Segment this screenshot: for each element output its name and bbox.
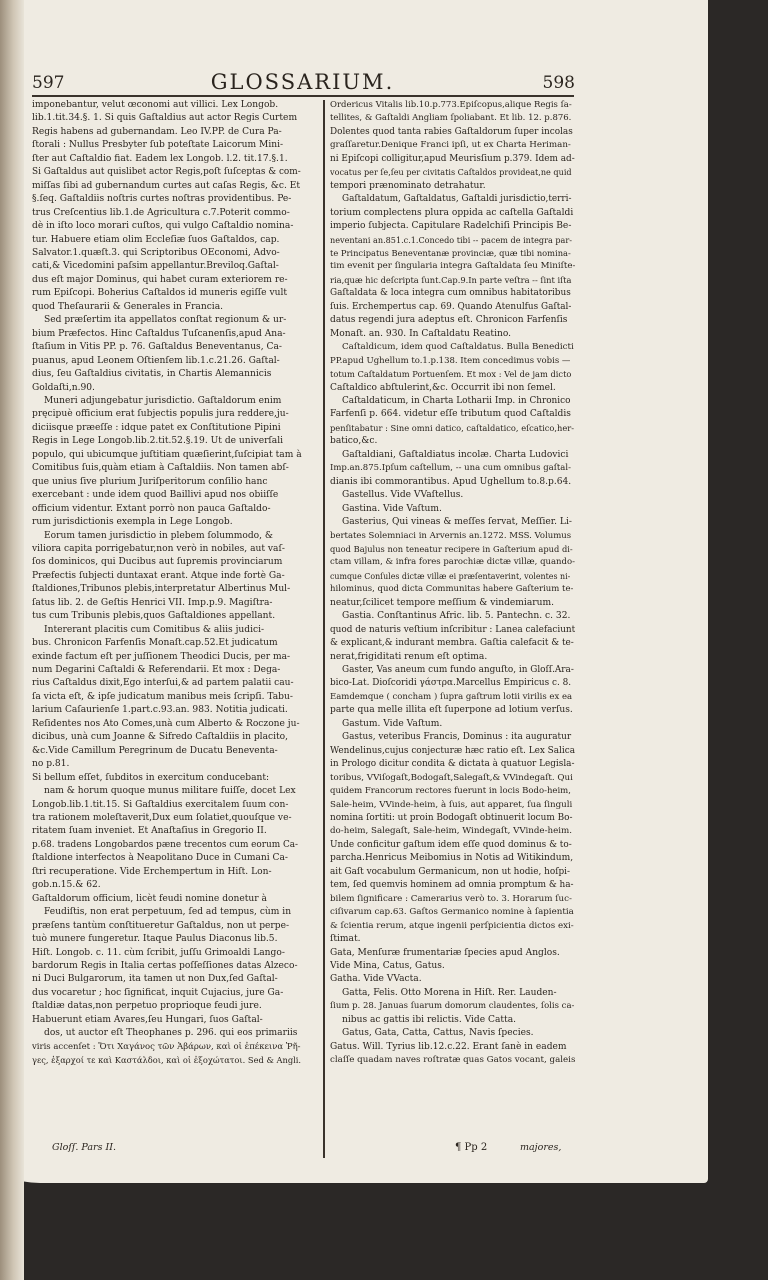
text-line: penſitabatur : Sine omni datico, caſtaldatico, eſcatico,her- [330,422,575,433]
text-line: Gatus. Will. Tyrius lib.12.c.22. Erant ſanè in eadem [330,1041,567,1052]
text-line: ſtorali : Nullus Presbyter ſub poteſtate Laicorum Mini- [32,140,284,151]
text-line: lib.1.tit.34.§. 1. Si quis Gaſtaldius aut actor Regis Curtem [32,113,298,124]
text-line: te Principatus Beneventanæ provinciæ, quæ tibi nomina- [330,247,571,258]
text-line: Gasterius, Qui vineas & meſſes ſervat, Meſſier. Li- [342,517,572,528]
book-spine-shadow [0,0,24,1280]
text-line: quod Theſaurarii & Generales in Francia. [32,301,224,312]
text-line: tra rationem moleſtaverit,Dux eum ſolatiet,quouſque ve- [32,813,292,824]
text-line: torium complectens plura oppida ac caſtella Gaſtaldi [330,207,574,218]
text-line: PP.apud Ughellum to.1.p.138. Item concedimus vobis — [330,355,571,366]
text-line: Sale-heim, VVinde-heim, à ſuis, aut apparet, ſua ſinguli [330,799,573,810]
text-line: Eorum tamen jurisdictio in plebem ſolummodo, & [44,530,273,541]
footer-catchword: majores, [520,1142,562,1153]
text-line: neatur,ſcilicet tempore meſſium & vindemiarum. [330,597,554,608]
text-line: Gaſtaldorum officium, licèt feudi nomine donetur à [32,893,267,904]
text-line: ſtaſium in Vitis PP. p. 76. Gaſtaldus Beneventanus, Ca- [32,342,282,353]
text-line: Caſtaldico abſtulerint,&c. Occurrit ibi non ſemel. [330,382,556,393]
text-line: dè in iſto loco morari cuſtos, qui vulgo Caſtaldio nomina- [32,221,294,232]
text-line: populo, qui ubicumque juſtitiam quæſierint,ſuſcipiat tam à [32,449,302,460]
text-line: nerat,frigiditati renum eſt optima. [330,651,488,662]
text-line: Eamdemque ( concham ) ſupra gaſtrum lotii virilis ex ea [330,691,573,702]
text-line: Muneri adjungebatur jurisdictio. Gaſtaldorum enim [44,395,282,406]
footer-signature-mark: ¶ Pp 2 [455,1142,488,1153]
text-line: dos, ut auctor eſt Theophanes p. 296. qui eos primariis [44,1028,298,1039]
text-line: neventani an.851.c.1.Concedo tibi -- pacem de integra par- [330,234,572,245]
text-line: ni Epiſcopi colligitur,apud Meurisſium p.379. Idem ad- [330,153,575,164]
text-line: dus eſt major Dominus, qui habet curam exteriorem re- [32,274,288,285]
text-line: dicibus, unà cum Joanne & Sifredo Caſtaldiis in placito, [32,732,289,743]
text-line: Gastellus. Vide VVaſtellus. [342,490,464,501]
text-line: rum Epiſcopi. Boherius Caſtaldos id muneris egiſſe vult [32,288,288,299]
text-line: nam & horum quoque munus militare fuiſſe, docet Lex [44,786,296,797]
text-line: nibus ac gattis ibi relictis. Vide Catta. [342,1014,517,1025]
text-line: γες, ἐξαρχοί τε καὶ Καστάλδοι, καὶ οἱ ἐξοχώτατοι. Sed & Angli. [32,1055,302,1066]
text-line: ait Gaſt vocabulum Germanicum, non ut hodie, hoſpi- [330,866,571,877]
text-line: ſtaldiones,Tribunos plebis,interpretatur Albertinus Mul- [32,584,291,595]
text-line: Gastum. Vide Vaſtum. [342,718,443,729]
text-line: Dolentes quod tanta rabies Gaſtaldorum ſuper incolas [330,126,573,137]
text-line: tus cum Tribunis plebis,quos Gaſtaldiones appellant. [32,611,276,622]
text-line: bico-Lat. Dioſcoridi γάστρα.Marcellus Empiricus c. 8. [330,678,572,689]
text-line: pręcipuè officium erat ſubjectis populis jura reddere,ju- [32,409,289,420]
text-line: dius, ſeu Gaſtaldius civitatis, in Chartis Alemannicis [32,369,272,380]
text-line: Monaſt. an. 930. In Caſtaldatu Reatino. [330,328,512,339]
text-line: num Degarini Caſtaldi & Referendarii. Et mox : Dega- [32,665,281,676]
text-line: quod de naturis veſtium inſcribitur : Lanea calefaciunt [330,624,575,635]
text-line: toribus, VViſogaſt,Bodogaſt,Salegaſt,& VVindegaſt. Qui [330,772,573,783]
text-line: Gaſtaldiani, Gaſtaldiatus incolæ. Charta Ludovici [342,449,569,460]
text-line: præſens tantùm conſtitueretur Gaſtaldus, non ut perpe- [32,920,290,931]
text-line: Gastus, veteribus Francis, Dominus : ita auguratur [342,732,572,743]
text-line: parcha.Henricus Meibomius in Notis ad Witikindum, [330,853,574,864]
text-line: Sed præſertim ita appellatos conſtat regionum & ur- [44,315,287,326]
text-line: datus regendi jura adeptus eſt. Chronicon Farfenſis [330,315,568,326]
text-line: exercebant : unde idem quod Baillivi apud nos obiiſſe [32,490,279,501]
text-line: Habuerunt etiam Avares,ſeu Hungari, ſuos Gaſtal- [32,1014,263,1025]
text-line: nomina ſortiti: ut proin Bodogaſt obtinuerit locum Bo- [330,813,573,824]
text-line: Gaster, Vas aneum cum fundo anguſto, in Gloſſ.Ara- [342,665,574,676]
text-line: Præfectis ſubjecti duntaxat erant. Atque inde fortè Ga- [32,570,285,581]
text-line: puanus, apud Leonem Oſtienſem lib.1.c.21.26. Gaſtal- [32,355,280,366]
text-line: ſtaldione interfectos à Neapolitano Duce in Cumani Ca- [32,853,288,864]
text-line: Si bellum eſſet, ſubditos in exercitum conducebant: [32,772,270,783]
left-column [32,99,302,1068]
text-line: gob.n.15.& 62. [32,880,101,891]
text-line: & explicant,& indurant membra. Gaſtia calefacit & te- [330,638,574,649]
text-line: Comitibus ſuis,quàm etiam à Caſtaldiis. Non tamen abſ- [32,463,289,474]
text-line: dianis ibi commorantibus. Apud Ughellum to.8.p.64. [330,476,572,487]
text-line: bus. Chronicon Farfenſis Monaſt.cap.52.Et judicatum [32,638,278,649]
text-line: ſa victa eſt, & ipſe judicatum manibus meis ſcripſi. Tabu- [32,691,293,702]
text-line: ſtaldiæ datas,non perpetuo proprioque feudi jure. [32,1001,262,1012]
text-line: officium videntur. Extant porrò non pauca Gaſtaldo- [32,503,271,514]
text-line: do-heim, Salegaſt, Sale-heim, Windegaſt, VVinde-heim. [330,826,573,837]
text-line: rius Caſtaldus dixit,Ego interſui,& ad partem palatii cau- [32,678,294,689]
text-line: in Prologo dicitur condita & dictata à quatuor Legisla- [330,759,575,770]
text-line: Regis in Lege Longob.lib.2.tit.52.§.19. Ut de univerſali [32,436,284,447]
header-rule [32,95,574,97]
text-line: Gaſtaldatum, Gaſtaldatus, Gaſtaldi jurisdictio,terri- [342,194,572,205]
text-line: no p.81. [32,759,70,770]
text-line: tim evenit per ſingularia integra Gaſtaldata ſeu Miniſte- [330,261,575,272]
text-line: Imp.an.875.Ipſum caſtellum, -- una cum omnibus gaſtal- [330,463,571,474]
text-line: tur. Habuere etiam olim Eccleſiæ ſuos Gaſtaldos, cap. [32,234,280,245]
text-line: Vide Mina, Catus, Gatus. [330,961,445,971]
text-line: Intererant placitis cum Comitibus & aliis judici- [44,624,265,635]
page-number-right: 598 [542,73,575,93]
text-line: larium Caſaurienſe 1.part.c.93.an. 983. Notitia judicati. [32,705,288,716]
text-line: Gata, Menſuræ frumentariæ ſpecies apud Anglos. [330,947,560,958]
text-line: ctam villam, & infra fores parochiæ dictæ villæ, quando- [330,557,575,568]
column-divider [323,100,325,1158]
text-line: graſſaretur.Denique Franci ipſi, ut ex Charta Heriman- [330,140,571,151]
text-line: tuò munere fungeretur. Itaque Paulus Diaconus lib.5. [32,934,278,945]
text-line: cati,& Vicedomini paſsim appellantur.Breviloq.Gaſtal- [32,261,279,272]
text-line: §.ſeq. Gaſtaldiis noſtris curtes noſtras providentibus. Pe- [32,194,292,205]
text-line: trus Creſcentius lib.1.de Agricultura c.7.Poterit commo- [32,207,290,218]
right-column [330,99,575,1068]
text-line: miſſas ſibi ad gubernandum curtes aut caſas Regis, &c. Et [32,180,301,191]
running-title: GLOSSARIUM. [210,70,395,94]
text-line: viliora capita porrigebatur,non verò in nobiles, aut vaſ- [32,543,285,554]
text-line: quod Bajulus non teneatur recipere in Gaſterium apud di- [330,543,573,554]
text-line: Salvator.1.quæſt.3. qui Scriptoribus OEconomi, Advo- [32,247,280,258]
text-line: tem, ſed quemvis hominem ad omnia promptum & ha- [330,880,574,891]
text-line: ſtimat. [330,934,361,945]
text-line: imperio ſubjecta. Capitulare Radelchiſi Principis Be- [330,221,572,232]
text-line: Unde conficitur gaſtum idem eſſe quod dominus & to- [330,839,572,850]
text-line: vocatus per ſe,ſeu per civitatis Caſtaldos provideat,ne quid [330,167,572,178]
text-line: diciisque præeſſe : idque patet ex Conſtitutione Pipini [32,422,281,433]
text-line: Longob.lib.1.tit.15. Si Gaſtaldius exercitalem ſuum con- [32,799,289,810]
text-line: imponebantur, velut œconomi aut villici. Lex Longob. [32,100,279,110]
text-line: Gatha. Vide VVacta. [330,974,422,985]
text-line: ſter aut Caſtaldio fiat. Eadem lex Longob. l.2. tit.17.§.1. [32,153,288,164]
text-line: ciſivarum cap.63. Gaſtos Germanico nomine à ſapientia [330,907,574,918]
text-line: cumque Conſules dictæ villæ ei præſentaverint, volentes ni- [330,571,571,581]
text-line: hilominus, quod dicta Communitas habere Gaſterium te- [330,584,574,595]
text-line: bardorum Regis in Italia certas poſſeſſiones datas Alzeco- [32,961,298,971]
text-line: Goldaſti,n.90. [32,382,95,393]
text-line: &c.Vide Camillum Peregrinum de Ducatu Beneventa- [32,745,278,756]
text-line: Hiſt. Longob. c. 11. cùm ſcribit, juſſu Grimoaldi Lango- [32,947,285,958]
text-line: parte qua melle illita eſt ſuperpone ad lotium verſus. [330,705,573,716]
text-line: ritatem ſuam inveniet. Et Anaſtaſius in Gregorio II. [32,826,267,837]
text-line: ſium p. 28. Januas ſuarum domorum claudentes, ſolis ca- [330,1001,575,1012]
text-line: Gastia. Conſtantinus Afric. lib. 5. Pantechn. c. 32. [342,611,571,622]
footer-signature-note: Gloſſ. Pars II. [52,1142,117,1153]
page-number-left: 597 [32,73,65,93]
text-line: & ſcientia rerum, atque ingenii perſpicientia dictos exi- [330,920,574,931]
text-line: Caſtaldaticum, in Charta Lotharii Imp. in Chronico [342,395,571,406]
text-line: Farfenſi p. 664. videtur eſſe tributum quod Caſtaldis [330,409,571,420]
text-line: ni Duci Bulgarorum, ita tamen ut non Dux,ſed Gaſtal- [32,974,278,985]
text-line: quidem Francorum rectores fuerunt in locis Bodo-heim, [330,786,571,797]
text-line: que unius ſive plurium Juriſperitorum conſilio hanc [32,476,268,487]
text-line: Regis habens ad gubernandam. Leo IV.PP. de Cura Pa- [32,126,282,137]
text-line: viris accenſet : Ὅτι Χαγάνος τῶν Ἀβάρων, καὶ οἱ ἐπέκεινα Ῥῆ- [32,1041,301,1052]
text-line: ſos dominicos, qui Ducibus aut ſupremis provinciarum [32,557,283,568]
text-line: Wendelinus,cujus conjecturæ hæc ratio eſt. Lex Salica [330,745,575,756]
text-line: Si Gaſtaldus aut quislibet actor Regis,poſt ſuſceptas & com- [32,167,301,178]
text-line: Gatta, Felis. Otto Morena in Hiſt. Rer. Lauden- [342,987,557,998]
text-line: rum jurisdictionis exempla in Lege Longob. [32,517,233,528]
text-line: Reſidentes nos Ato Comes,unà cum Alberto & Roczone ju- [32,718,300,729]
text-line: exinde factum eſt per juſſionem Theodici Ducis, per ma- [32,651,291,662]
text-line: dus vocaretur ; hoc ſignificat, inquit Cujacius, jure Ga- [32,987,284,998]
text-line: ſatus lib. 2. de Geſtis Henrici VII. Imp.p.9. Magiſtra- [32,597,273,608]
text-line: tempori prænominato detrahatur. [330,180,486,191]
text-line: claſſe quadam naves roſtratæ quas Gatos vocant, galeis [330,1055,575,1066]
text-line: p.68. tradens Longobardos pæne trecentos cum eorum Ca- [32,839,299,850]
text-line: Gaſtaldata & loca integra cum omnibus habitatoribus [330,288,571,299]
text-line: bium Præfectos. Hinc Caſtaldus Tuſcanenſis,apud Ana- [32,328,286,339]
text-line: ſtri recuperatione. Vide Erchempertum in Hiſt. Lon- [32,866,272,877]
text-line: ſuis. Erchempertus cap. 69. Quando Atenulfus Gaſtal- [330,301,572,312]
text-line: Caſtaldicum, idem quod Caſtaldatus. Bulla Benedicti [342,342,574,353]
page-header [30,70,575,94]
text-line: totum Caſtaldatum Portuenſem. Et mox : Vel de jam dicto [330,369,572,380]
text-line: Gastina. Vide Vaſtum. [342,503,442,514]
text-line: batico,&c. [330,436,378,447]
text-line: tellites, & Gaſtaldi Angliam ſpoliabant. Et lib. 12. p.876. [330,113,572,124]
text-line: Ordericus Vitalis lib.10.p.773.Epiſcopus,alique Regis ſa- [330,100,572,110]
text-line: ria,quæ hic deſcripta ſunt.Cap.9.In parte veſtra -- ſint iſta [330,274,572,285]
text-line: Feudiſtis, non erat perpetuum, ſed ad tempus, cùm in [44,907,292,918]
text-line: Gatus, Gata, Catta, Cattus, Navis ſpecies. [342,1028,534,1039]
text-line: bilem ſignificare : Camerarius verò to. 3. Horarum ſuc- [330,893,572,904]
text-line: bertates Solemniaci in Arvernis an.1272. MSS. Volumus [330,530,572,541]
